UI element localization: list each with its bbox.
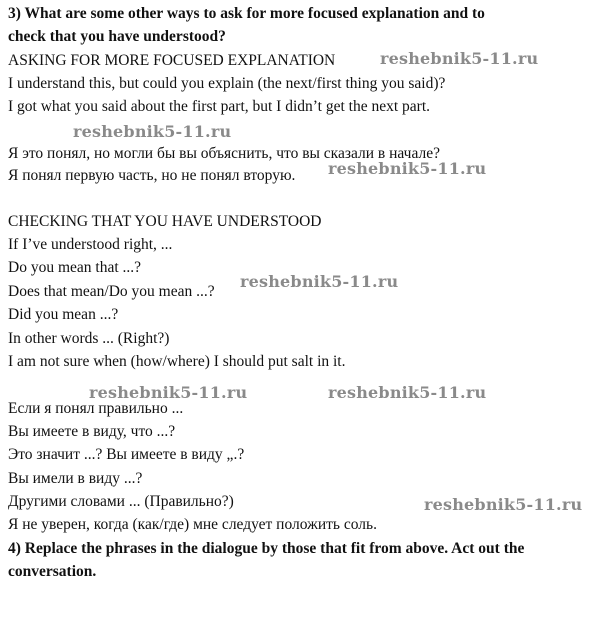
section1-ru-line-1: Я это понял, но могли бы вы объяснить, что вы сказали в начале? <box>8 145 440 162</box>
section1-ru-line-2: Я понял первую часть, но не понял вторую. <box>8 167 296 184</box>
watermark-2: reshebnik5-11.ru <box>73 122 232 141</box>
task3-heading-line1: 3) What are some other ways to ask for more focused explanation and to <box>8 5 485 22</box>
section2-ru-line-2: Вы имеете в виду, что ...? <box>8 423 176 440</box>
section2-en-line-2: Do you mean that ...? <box>8 259 142 276</box>
watermark-5: reshebnik5-11.ru <box>89 383 248 402</box>
task4-heading-line1: 4) Replace the phrases in the dialogue by those that fit from above. Act out the <box>8 540 525 557</box>
section2-en-line-6: I am not sure when (how/where) I should put salt in it. <box>8 353 346 370</box>
section1-en-line-1: I understand this, but could you explain (the next/first thing you said)? <box>8 75 446 92</box>
section2-ru-line-5: Другими словами ... (Правильно?) <box>8 493 234 510</box>
watermark-6: reshebnik5-11.ru <box>328 383 487 402</box>
watermark-4: reshebnik5-11.ru <box>240 272 399 291</box>
section2-en-line-1: If I’ve understood right, ... <box>8 236 173 253</box>
section2-en-line-4: Did you mean ...? <box>8 306 119 323</box>
section2-ru-line-4: Вы имели в виду ...? <box>8 470 143 487</box>
section1-en-line-2: I got what you said about the first part, but I didn’t get the next part. <box>8 98 430 115</box>
section2-en-line-3: Does that mean/Do you mean ...? <box>8 283 215 300</box>
section2-en-line-5: In other words ... (Right?) <box>8 330 170 347</box>
watermark-7: reshebnik5-11.ru <box>424 495 583 514</box>
task4-heading-line2: conversation. <box>8 563 97 580</box>
section2-ru-line-6: Я не уверен, когда (как/где) мне следует положить соль. <box>8 516 377 533</box>
section1-title: ASKING FOR MORE FOCUSED EXPLANATION <box>8 52 336 69</box>
task3-heading-line2: check that you have understood? <box>8 28 226 45</box>
section2-ru-line-1: Если я понял правильно ... <box>8 400 184 417</box>
watermark-1: reshebnik5-11.ru <box>380 49 539 68</box>
section2-ru-line-3: Это значит ...? Вы имеете в виду „.? <box>8 446 245 463</box>
section2-title: CHECKING THAT YOU HAVE UNDERSTOOD <box>8 213 322 230</box>
watermark-3: reshebnik5-11.ru <box>328 159 487 178</box>
